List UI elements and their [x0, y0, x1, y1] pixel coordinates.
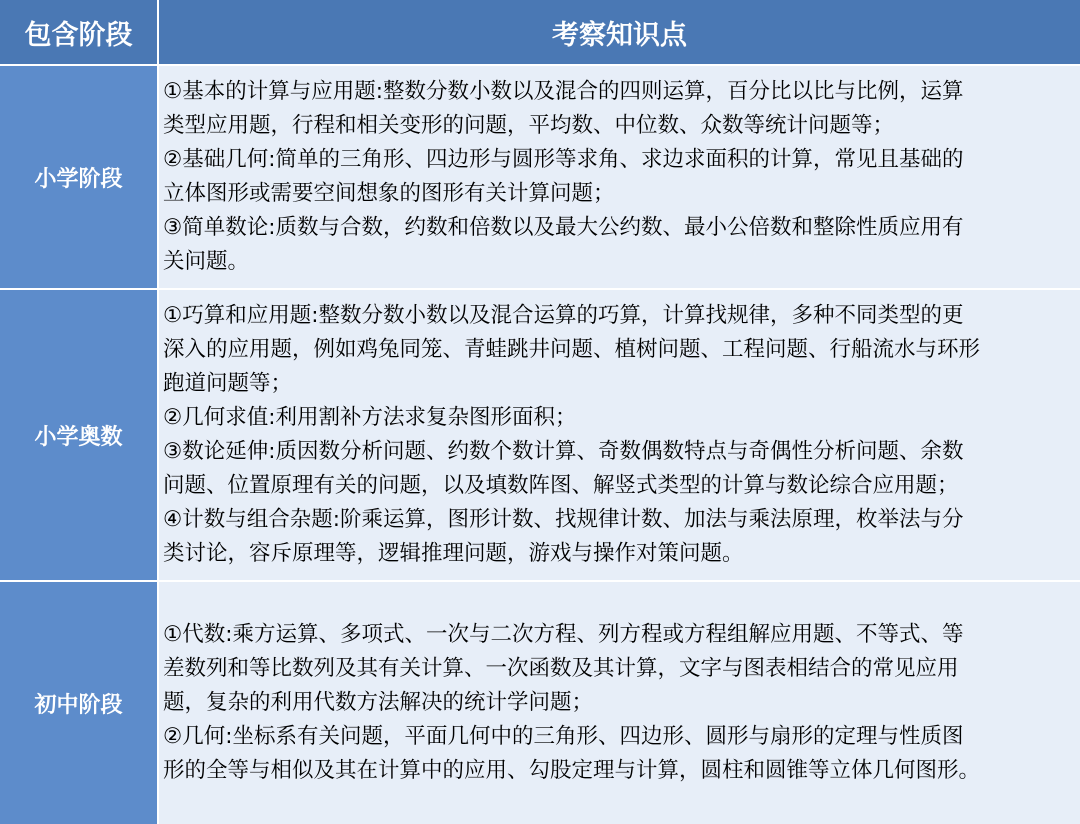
stage-cell: 初中阶段	[0, 582, 157, 824]
content-line: ②基础几何:简单的三角形、四边形与圆形等求角、求边求面积的计算，常见且基础的	[163, 147, 964, 172]
content-line: 问题、位置原理有关的问题，以及填数阵图、解竖式类型的计算与数论综合应用题；	[163, 473, 959, 498]
content-line: 题，复杂的利用代数方法解决的统计学问题；	[163, 690, 594, 715]
stage-cell: 小学阶段	[0, 66, 157, 288]
content-line: 形的全等与相似及其在计算中的应用、勾股定理与计算，圆柱和圆锥等立体几何图形。	[163, 758, 981, 783]
header-points: 考察知识点	[157, 0, 1080, 64]
content-line: ①代数:乘方运算、多项式、一次与二次方程、列方程或方程组解应用题、不等式、等	[163, 622, 964, 647]
content-line: 类讨论，容斥原理等，逻辑推理问题，游戏与操作对策问题。	[163, 541, 744, 566]
content-line: 立体图形或需要空间想象的图形有关计算问题；	[163, 181, 615, 206]
content-line: ④计数与组合杂题:阶乘运算，图形计数、找规律计数、加法与乘法原理，枚举法与分	[163, 507, 964, 532]
content-line: 类型应用题，行程和相关变形的问题，平均数、中位数、众数等统计问题等；	[163, 113, 895, 138]
content-cell	[159, 290, 1080, 580]
table-header	[0, 0, 1080, 64]
content-line: ③数论延伸:质因数分析问题、约数个数计算、奇数偶数特点与奇偶性分析问题、余数	[163, 439, 964, 464]
content-line: 跑道问题等；	[163, 371, 293, 396]
content-line: ①巧算和应用题:整数分数小数以及混合运算的巧算，计算找规律，多种不同类型的更	[163, 303, 964, 328]
table-row-primary	[0, 66, 1080, 288]
content-line: ①基本的计算与应用题:整数分数小数以及混合的四则运算，百分比以比与比例，运算	[163, 79, 964, 104]
content-line: ③简单数论:质数与合数，约数和倍数以及最大公约数、最小公倍数和整除性质应用有	[163, 215, 964, 240]
content-line: ②几何求值:利用割补方法求复杂图形面积；	[163, 405, 577, 430]
table-row-junior-high	[0, 582, 1080, 824]
content-line: 深入的应用题，例如鸡兔同笼、青蛙跳井问题、植树问题、工程问题、行船流水与环形	[163, 337, 981, 362]
table-row-olympiad	[0, 290, 1080, 580]
content-cell	[159, 582, 1080, 824]
stage-cell: 小学奥数	[0, 290, 157, 580]
content-cell	[159, 66, 1080, 288]
header-stage: 包含阶段	[24, 19, 133, 51]
content-line: ②几何:坐标系有关问题，平面几何中的三角形、四边形、圆形与扇形的定理与性质图	[163, 724, 964, 749]
content-line: 差数列和等比数列及其有关计算、一次函数及其计算，文字与图表相结合的常见应用	[163, 656, 959, 681]
content-line: 关问题。	[163, 249, 250, 274]
